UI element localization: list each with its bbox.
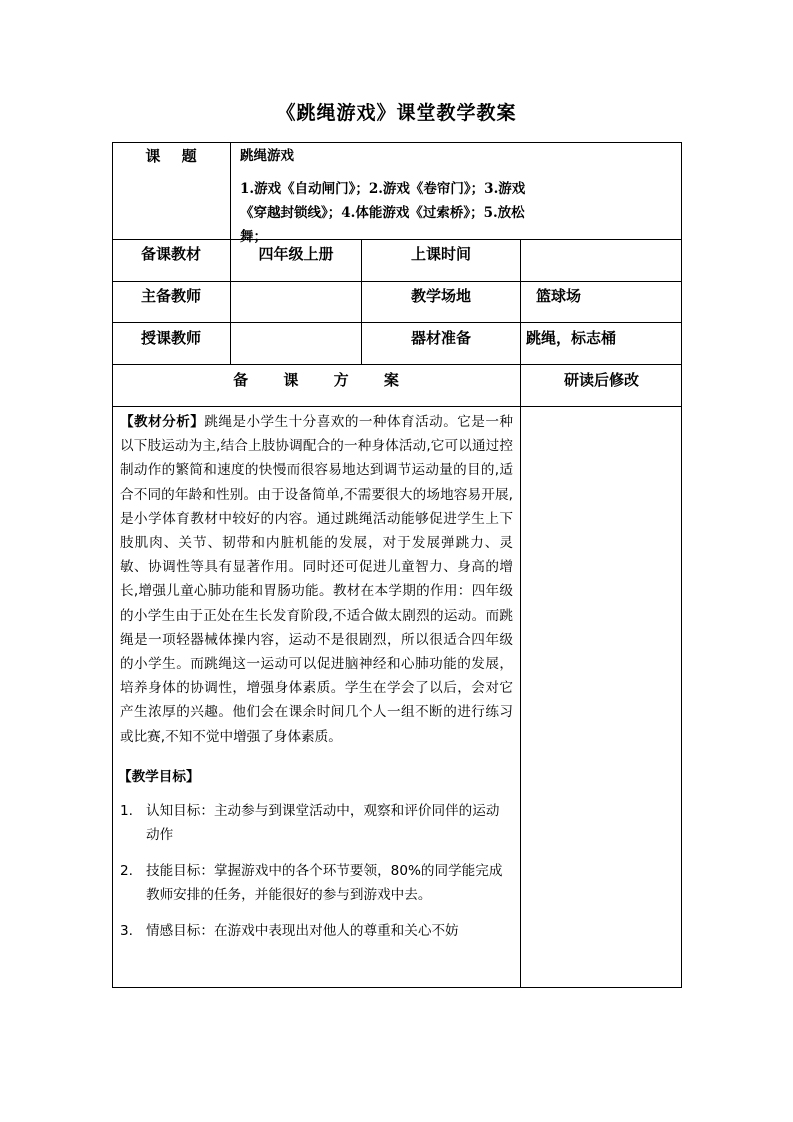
list-item [120, 799, 513, 847]
goal-number: 1. [120, 802, 133, 819]
plan-body [120, 410, 513, 943]
row-divider [112, 322, 682, 323]
goals-list [120, 799, 513, 943]
row-divider [112, 364, 682, 365]
equipment-label: 器材准备 [410, 329, 471, 347]
topic-value: 跳绳游戏 [240, 148, 294, 164]
list-item [120, 859, 513, 907]
topic-label: 课 题 [145, 147, 197, 165]
table-border-left [112, 142, 113, 988]
page-title: 《跳绳游戏》课堂教学教案 [276, 102, 517, 124]
lead-teacher-label: 主备教师 [140, 287, 201, 305]
topic-detail: 1.游戏《自动闸门》；2.游戏《卷帘门》；3.游戏《穿越封锁线》；4.体能游戏《过索桥》；5.放松舞； [240, 181, 526, 245]
table-border-top [112, 142, 682, 143]
venue-label: 教学场地 [410, 287, 471, 305]
table-border-bottom [112, 987, 682, 988]
teacher-label: 授课教师 [140, 329, 201, 347]
analysis-heading: 【教材分析】 [120, 414, 205, 430]
analysis-text: 跳绳是小学生十分喜欢的一种体育活动。它是一种以下肢运动为主,结合上肢协调配合的一种身体活动,它可以通过控制动作的繁简和速度的快慢而很容易地达到调节运动量的目的,适合不同的年龄和性别。由于设备简单,不需要很大的场地容易开展,是小学体育教材中较好的内容。通过跳绳活动能够促进学生上下肢肌肉、关节、韧带和内脏机能的发展，对于发展弹跳力、灵敏、协调性等具有显著作用。同时还可促进儿童智力、身高的增长,增强儿童心肺功能和胃肠功能。教材在本学期的作用：四年级的小学生由于正处在生长发育阶段,不适合做太剧烈的运动。而跳绳是一项轻器械体操内容，运动不是很剧烈，所以很适合四年级的小学生。而跳绳这一运动可以促进脑神经和心肺功能的发展，培养身体的协调性，增强身体素质。学生在学会了以后，会对它产生浓厚的兴趣。他们会在课余时间几个人一组不断的进行练习或比赛,不知不觉中增强了身体素质。 [120, 414, 513, 745]
revision-header: 研读后修改 [563, 371, 639, 389]
goal-text: 技能目标：掌握游戏中的各个环节要领，80%的同学能完成教师安排的任务，并能很好的参与到游戏中去。 [146, 862, 503, 903]
table-border-right [681, 142, 682, 988]
goal-number: 3. [120, 922, 133, 939]
row-divider [112, 281, 682, 282]
revision-body [521, 407, 681, 987]
goal-text: 情感目标：在游戏中表现出对他人的尊重和关心不妨 [146, 922, 459, 939]
analysis-section [120, 410, 513, 749]
lesson-plan-table [112, 142, 682, 988]
time-label: 上课时间 [410, 245, 471, 263]
goal-text: 认知目标：主动参与到课堂活动中，观察和评价同伴的运动动作 [146, 802, 500, 843]
material-label: 备课教材 [140, 245, 201, 263]
plan-header: 备 课 方 案 [233, 371, 399, 389]
goal-number: 2. [120, 862, 133, 879]
material-value: 四年级上册 [258, 245, 334, 263]
venue-value: 篮球场 [536, 287, 582, 305]
list-item [120, 919, 513, 943]
goals-heading: 【教学目标】 [118, 768, 200, 785]
equipment-value: 跳绳，标志桶 [526, 329, 617, 347]
